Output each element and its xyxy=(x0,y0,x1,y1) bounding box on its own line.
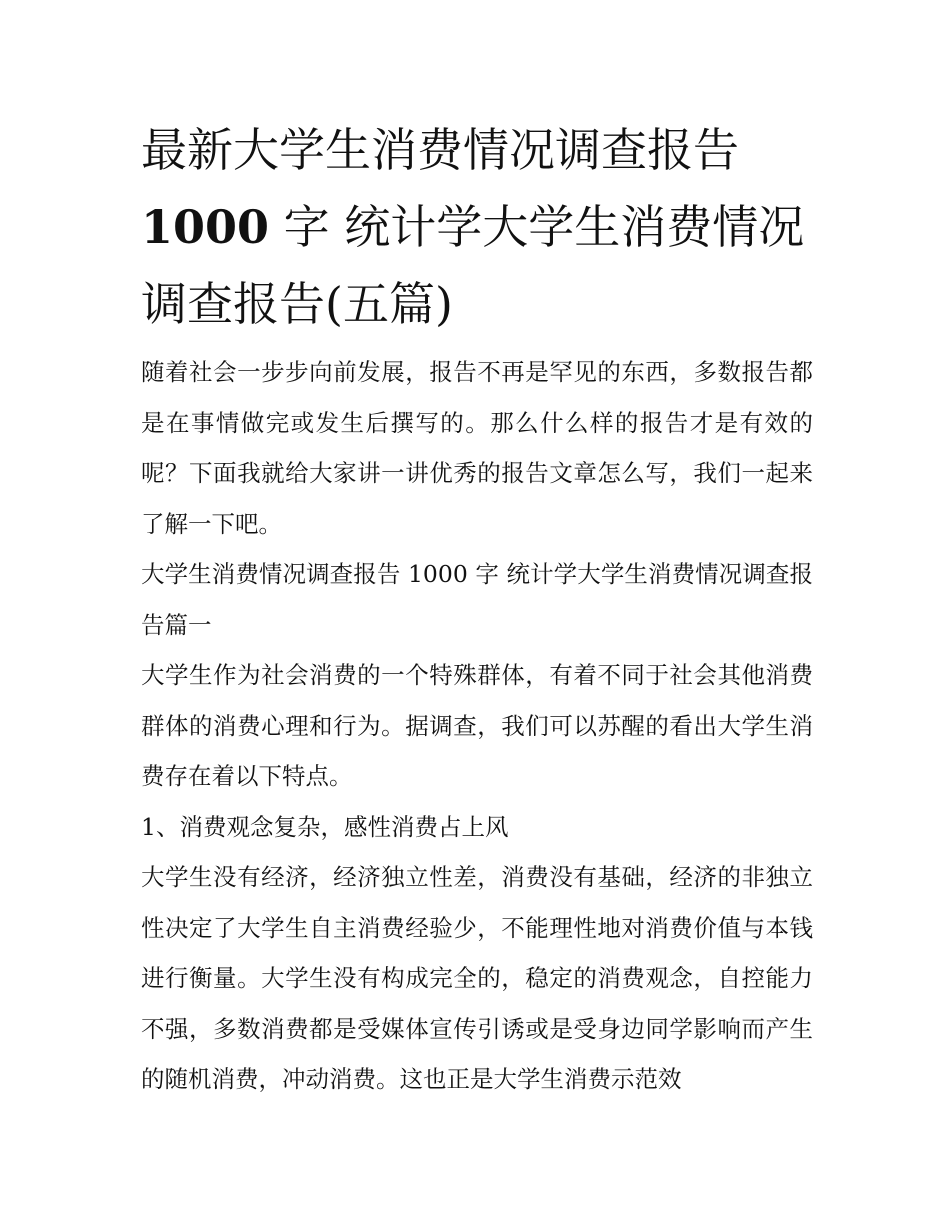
intro-paragraph: 随着社会一步步向前发展，报告不再是罕见的东西，多数报告都是在事情做完或发生后撰写的。那么什么样的报告才是有效的呢？下面我就给大家讲一讲优秀的报告文章怎么写，我们一起来了解一下吧。 xyxy=(141,358,813,538)
section-heading: 大学生消费情况调查报告 1000 字 统计学大学生消费情况调查报告篇一 xyxy=(141,560,813,639)
title-number: 1000 xyxy=(141,200,270,254)
title-part-1: 最新大学生消费情况调查报告 xyxy=(141,123,739,177)
title-part-2: 字 统计学大学生消费情况调查报告(五篇) xyxy=(141,200,805,331)
body-paragraph: 大学生没有经济，经济独立性差，消费没有基础，经济的非独立性决定了大学生自主消费经验少，不能理性地对消费价值与本钱进行衡量。大学生没有构成完全的，稳定的消费观念，自控能力不强，多数消费都是受媒体宣传引诱或是受身边同学影响而产生的随机消费，冲动消费。这也正是大学生消费示范效 xyxy=(141,863,813,1093)
subheading: 1、消费观念复杂，感性消费占上风 xyxy=(141,812,509,841)
body-paragraph: 大学生作为社会消费的一个特殊群体，有着不同于社会其他消费群体的消费心理和行为。据调查，我们可以苏醒的看出大学生消费存在着以下特点。 xyxy=(141,661,813,790)
document-title xyxy=(141,112,813,343)
document-page xyxy=(141,112,813,1105)
